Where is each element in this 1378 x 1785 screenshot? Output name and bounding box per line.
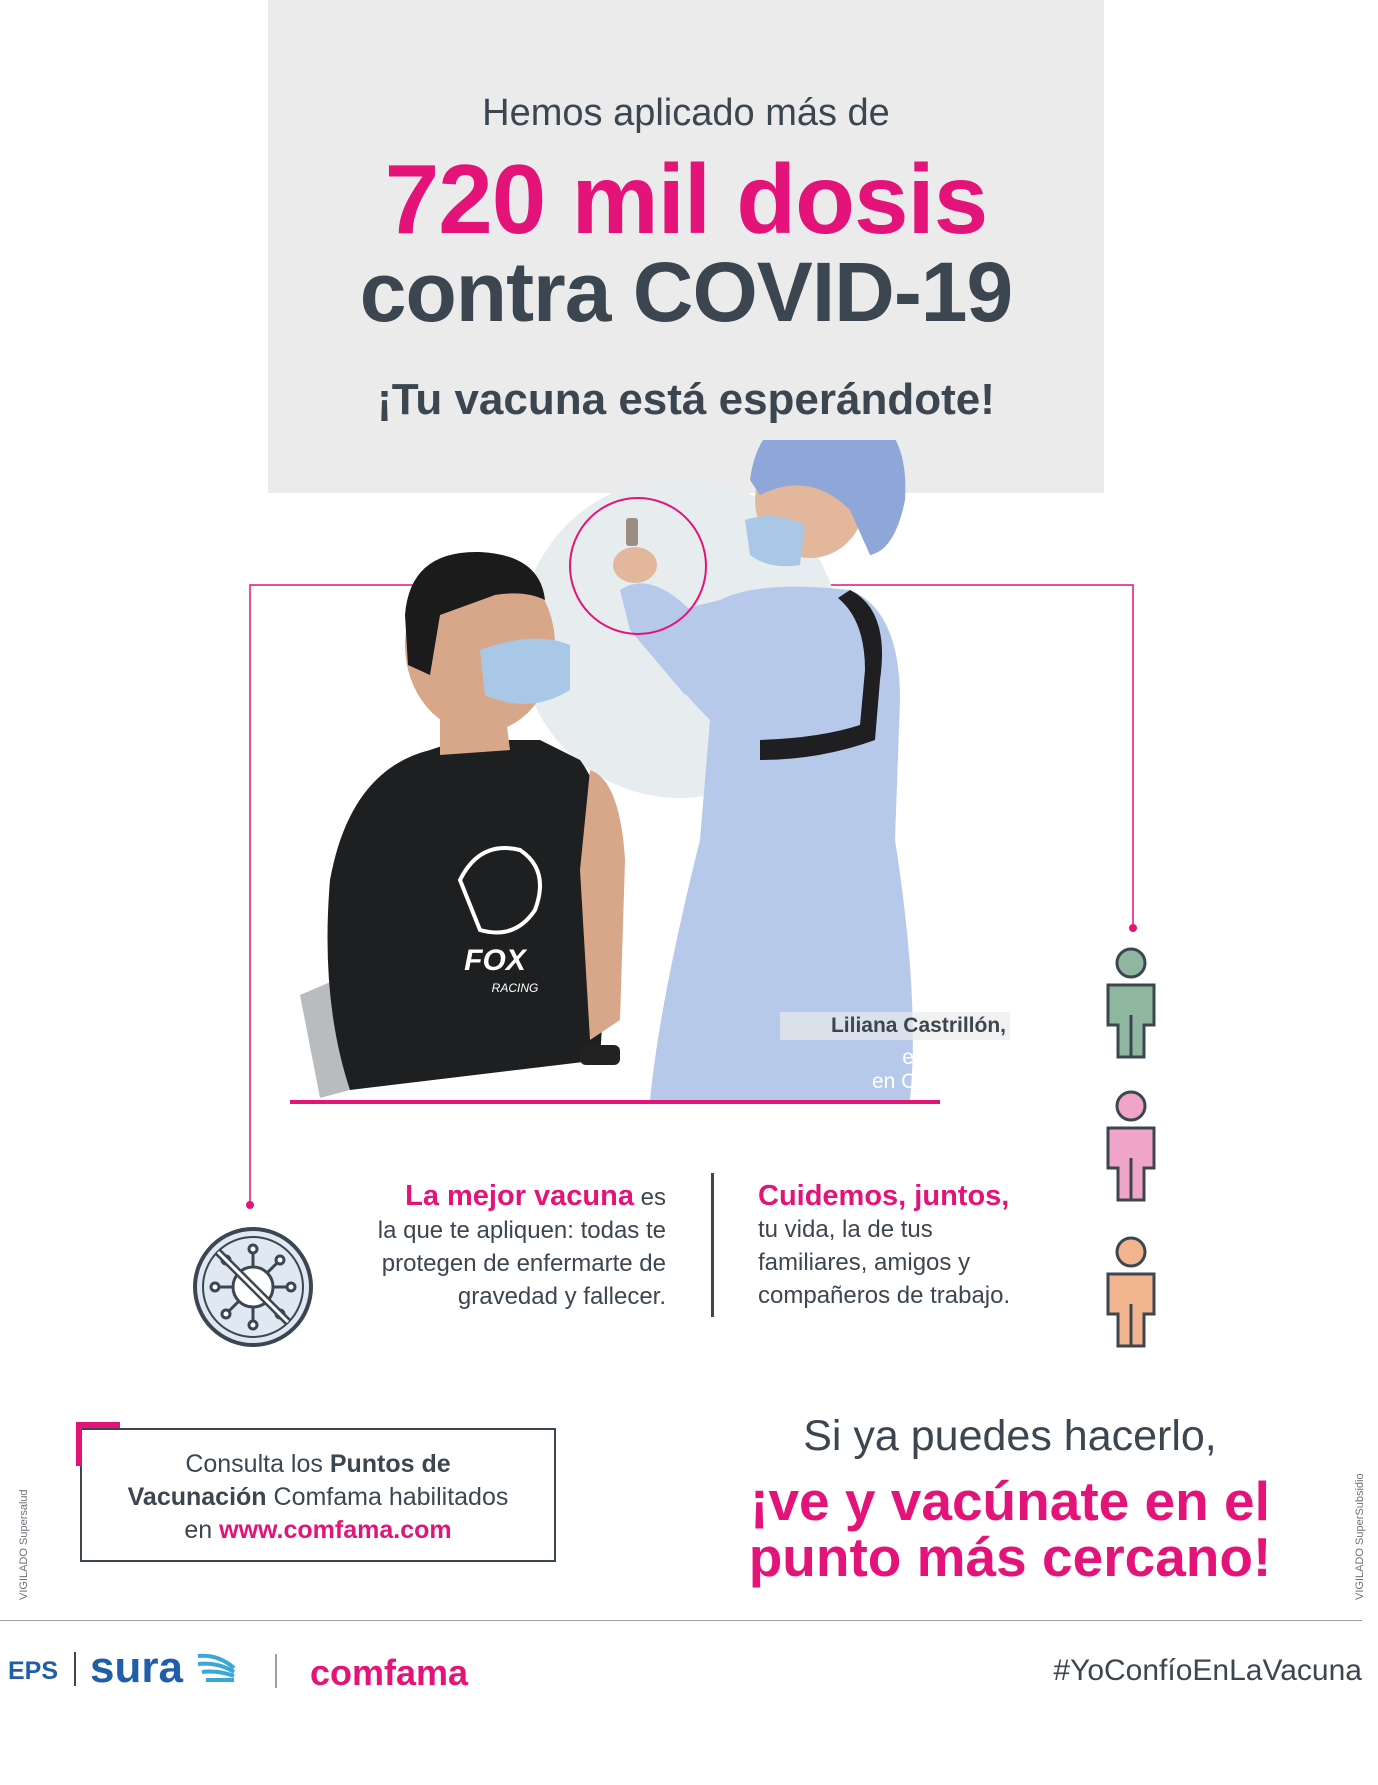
sura-wings-icon: [196, 1648, 238, 1690]
info-l1a: Consulta los: [185, 1450, 330, 1478]
caption-name: Liliana Castrillón,: [780, 1012, 1010, 1040]
brand-separator: [275, 1654, 277, 1688]
cta-main-line1: ¡ve y vacúnate en el: [750, 1470, 1270, 1532]
care-together-l4: compañeros de trabajo.: [758, 1282, 1011, 1309]
care-together-highlight: Cuidemos, juntos,: [758, 1180, 1010, 1212]
shirt-logo-text: FOX: [464, 944, 526, 977]
comfama-logo: comfama: [310, 1652, 469, 1693]
vaccination-photo: [290, 440, 1050, 1108]
best-vaccine-l4: gravedad y fallecer.: [457, 1283, 666, 1310]
footer-divider: [0, 1620, 1362, 1621]
info-l3a: en: [184, 1516, 220, 1544]
best-vaccine-l2: la que te apliquen: todas te: [377, 1217, 666, 1244]
supersubsidio-mark: VIGILADO SuperSubsidio: [1354, 1473, 1366, 1600]
no-virus-icon: [188, 1222, 318, 1352]
best-vaccine-l3: protegen de enfermarte de: [381, 1250, 666, 1277]
eps-label: EPS: [8, 1657, 59, 1685]
header-dose-count: 720 mil dosis: [384, 144, 988, 254]
header-tagline: ¡Tu vacuna está esperándote!: [377, 375, 995, 424]
header-intro: Hemos aplicado más de: [482, 92, 890, 134]
cta-intro: Si ya puedes hacerlo,: [803, 1412, 1217, 1460]
shirt-logo-subtext: RACING: [491, 981, 539, 995]
header-covid: contra COVID-19: [359, 245, 1013, 339]
person-icon-green: [1096, 945, 1166, 1065]
best-vaccine-l1-rest: es: [633, 1184, 666, 1211]
best-vaccine-text: [330, 1180, 666, 1313]
person-icon-pink: [1096, 1088, 1166, 1208]
info-l2a: Vacunación: [127, 1483, 267, 1511]
supersalud-mark: VIGILADO Supersalud: [18, 1489, 30, 1600]
info-l2b: Comfama habilitados: [266, 1483, 509, 1511]
sura-logo: sura: [90, 1643, 183, 1692]
care-together-l2: tu vida, la de tus: [758, 1216, 933, 1243]
column-divider: [711, 1173, 714, 1317]
info-l1b: Puntos de: [329, 1450, 451, 1478]
care-together-l3: familiares, amigos y: [758, 1249, 971, 1276]
caption-organization: en Comfama.: [871, 1070, 998, 1093]
cta-main-line2: punto más cercano!: [748, 1526, 1272, 1588]
vaccination-points-text: [90, 1448, 546, 1547]
care-together-text: [758, 1180, 1078, 1312]
sura-separator: [74, 1652, 76, 1686]
comfama-website-link[interactable]: www.comfama.com: [219, 1516, 452, 1544]
best-vaccine-highlight: La mejor vacuna: [405, 1180, 634, 1212]
caption-role: enfermera: [902, 1046, 998, 1069]
person-icon-orange: [1096, 1234, 1166, 1354]
campaign-hashtag: #YoConfíoEnLaVacuna: [1053, 1654, 1362, 1687]
